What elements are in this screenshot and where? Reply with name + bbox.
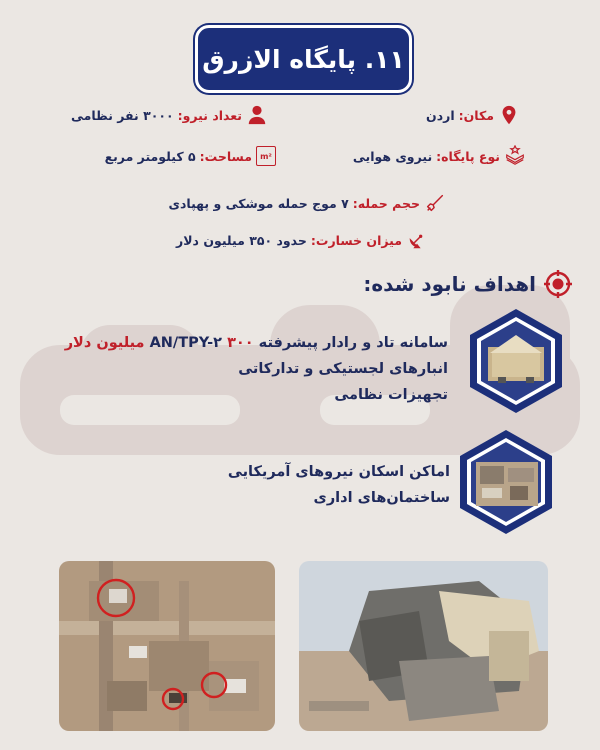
type-value: نیروی هوایی	[352, 148, 433, 164]
info-force	[71, 104, 268, 126]
military-rank-icon	[504, 145, 526, 167]
target-2-text	[228, 459, 450, 511]
damage-value: حدود ۳۵۰ میلیون دلار	[176, 232, 307, 248]
page-title: ۱۱. پایگاه الازرق	[195, 25, 412, 93]
info-type	[353, 145, 526, 167]
attack-label: حجم حمله:	[352, 195, 420, 211]
info-location	[426, 104, 520, 126]
target-1-cost: ۳۰۰ میلیون دلار	[64, 335, 254, 351]
target-1-line-3: تجهیزات نظامی	[334, 387, 448, 403]
attack-value: ۷ موج حمله موشکی و پهپادی	[168, 195, 349, 211]
type-label: نوع پایگاه:	[436, 148, 500, 164]
target-1-line-1	[65, 330, 448, 356]
target-1-line-2: انبارهای لجستیکی و تدارکاتی	[238, 361, 448, 377]
satellite-image	[59, 561, 275, 731]
area-label: مساحت:	[199, 148, 252, 164]
area-icon: m²	[256, 146, 276, 166]
person-icon	[246, 104, 268, 126]
target-1-text	[65, 330, 448, 408]
missile-icon	[424, 192, 446, 214]
target-1-title: سامانه تاد و رادار پیشرفته AN/TPY-۲	[149, 335, 448, 351]
info-area	[105, 146, 276, 166]
force-label: تعداد نیرو:	[177, 107, 242, 123]
force-value: ۳۰۰۰ نفر نظامی	[70, 107, 174, 123]
location-pin-icon	[498, 104, 520, 126]
location-label: مکان:	[458, 107, 494, 123]
wreckage-photo	[299, 561, 548, 731]
target-icon	[544, 270, 572, 298]
area-value: ۵ کیلومتر مربع	[104, 148, 196, 164]
section-title-text: اهداف نابود شده:	[363, 272, 536, 296]
target-2-image	[452, 428, 560, 536]
info-damage	[176, 229, 428, 251]
location-value: اردن	[426, 107, 455, 123]
section-destroyed-targets	[363, 270, 572, 298]
target-1-image	[462, 307, 570, 415]
target-2-line-2: ساختمان‌های اداری	[313, 490, 450, 506]
target-2-line-1: اماکن اسکان نیروهای آمریکایی	[227, 464, 450, 480]
satellite-dish-icon	[406, 229, 428, 251]
damage-label: میزان خسارت:	[310, 232, 402, 248]
info-attack	[169, 192, 446, 214]
